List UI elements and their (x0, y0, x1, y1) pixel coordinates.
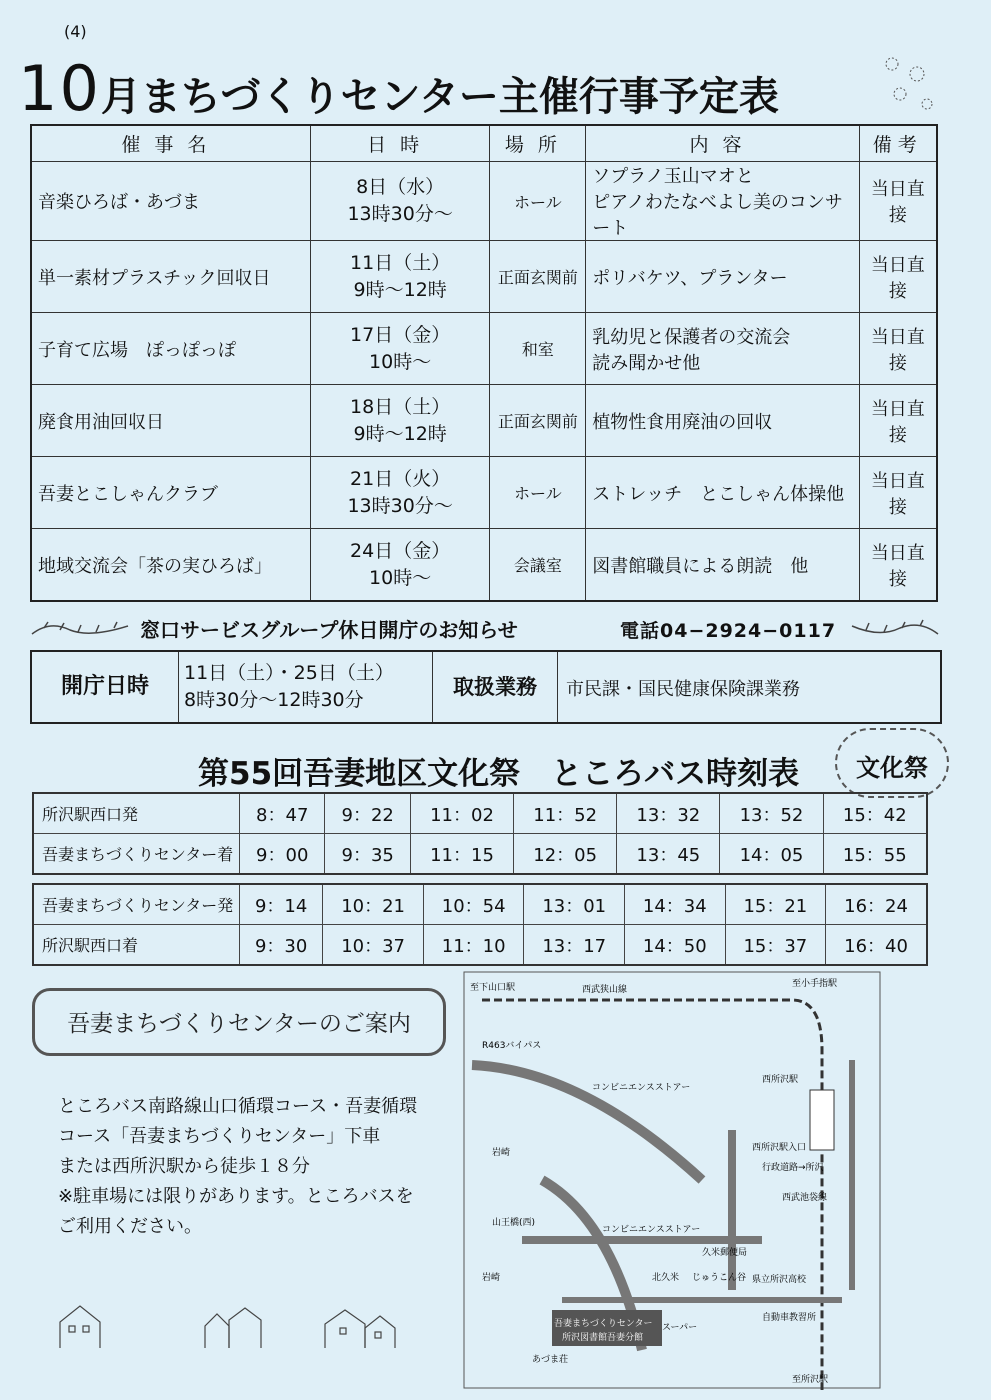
bus-stop: 所沢駅西口着 (33, 925, 240, 966)
service-heading (30, 612, 940, 642)
bus-title: 第55回吾妻地区文化祭 ところバス時刻表 (198, 756, 800, 792)
festival-badge (835, 728, 949, 798)
table-row (33, 884, 927, 925)
map-label: 山王橋(西) (492, 1218, 536, 1228)
bus-time: 16：24 (826, 884, 927, 925)
page-title (18, 52, 779, 125)
event-name: 子育て広場 ぽっぽっぽ (31, 313, 310, 385)
event-datetime (310, 162, 490, 241)
bus-time: 13：17 (524, 925, 625, 966)
event-date: 17日（金） (350, 323, 451, 346)
map-label: 所沢図書館吾妻分館 (562, 1333, 644, 1343)
event-date: 8日（水） (356, 176, 445, 198)
map-label: 北久米 (652, 1273, 680, 1283)
event-time: 10時〜 (369, 566, 432, 589)
event-content (586, 385, 859, 457)
content-line: ポリバケツ、プランター (592, 267, 788, 289)
map-label: 至小手指駅 (792, 979, 838, 989)
bus-time: 9：30 (240, 925, 323, 966)
map-label: 岩崎 (482, 1273, 501, 1283)
bus-time: 15：55 (823, 834, 927, 875)
event-name: 吾妻とこしゃんクラブ (31, 457, 310, 529)
bus-stop: 吾妻まちづくりセンター着 (33, 834, 240, 875)
event-time: 13時30分〜 (347, 203, 453, 225)
guide-line: ご利用ください。 (58, 1216, 202, 1237)
map-label: 岩崎 (492, 1148, 511, 1158)
bus-inbound-table (32, 883, 928, 966)
content-line: ピアノわたなべよし美のコンサート (592, 192, 843, 239)
bus-time: 9：35 (325, 834, 410, 875)
bus-outbound-table (32, 792, 928, 875)
bus-time: 9：14 (240, 884, 323, 925)
guide-line: ※駐車場には限りがあります。ところバスを (58, 1186, 414, 1207)
content-line: ストレッチ とこしゃん体操他 (592, 483, 845, 505)
festival-badge-text: 文化祭 (856, 754, 928, 782)
event-date: 21日（火） (350, 467, 451, 490)
station-box (810, 1090, 834, 1150)
content-line: 乳幼児と保護者の交流会 (592, 326, 791, 348)
event-time: 9時〜12時 (353, 422, 447, 445)
bus-time: 13：01 (524, 884, 625, 925)
map-label: 自動車教習所 (762, 1313, 817, 1323)
map-label: 久米郵便局 (702, 1248, 748, 1258)
event-datetime (310, 241, 490, 313)
header-event-name: 催事名 (31, 125, 310, 162)
map-label: じゅうこん谷 (692, 1273, 747, 1283)
map-label: 県立所沢高校 (752, 1275, 807, 1285)
open-label: 開庁日時 (32, 652, 179, 722)
event-content (586, 457, 859, 529)
content-line: 植物性食用廃油の回収 (592, 411, 773, 433)
event-place: 正面玄関前 (490, 385, 586, 457)
map-label: あづま荘 (532, 1355, 569, 1365)
guide-heading: 吾妻まちづくりセンターのご案内 (67, 1011, 411, 1037)
bus-time: 8：47 (240, 793, 325, 834)
open-dates (184, 660, 394, 714)
event-table-header (31, 125, 937, 162)
bus-time: 10：37 (323, 925, 424, 966)
table-row (31, 385, 937, 457)
guide-line: または西所沢駅から徒歩１８分 (58, 1156, 310, 1177)
event-datetime (310, 385, 490, 457)
event-table (30, 124, 938, 602)
bus-time: 15：42 (823, 793, 927, 834)
event-content (586, 162, 859, 241)
event-time: 10時〜 (369, 350, 432, 373)
map-label: スーパー (662, 1323, 698, 1333)
flower-decoration-icon (872, 44, 942, 124)
bus-time: 13：32 (617, 793, 720, 834)
event-date: 11日（土） (350, 251, 451, 274)
event-note: 当日直接 (859, 162, 937, 241)
bus-stop: 吾妻まちづくりセンター発 (33, 884, 240, 925)
open-hours-text: 8時30分〜12時30分 (184, 689, 364, 711)
table-row (33, 793, 927, 834)
event-time: 13時30分〜 (347, 494, 453, 517)
content-line: ソプラノ玉山マオと (592, 166, 754, 187)
event-time: 9時〜12時 (353, 278, 447, 301)
table-row (33, 834, 927, 875)
event-date: 18日（土） (350, 395, 451, 418)
event-place: 会議室 (490, 529, 586, 602)
table-row (31, 313, 937, 385)
service-box (30, 650, 942, 724)
leaf-decoration-icon (850, 616, 940, 640)
event-datetime (310, 529, 490, 602)
bus-time: 15：37 (725, 925, 826, 966)
map-label: 西所沢駅 (762, 1075, 799, 1085)
map-label: 至所沢駅 (792, 1375, 829, 1385)
guide-line: コース「吾妻まちづくりセンター」下車 (58, 1126, 381, 1147)
table-row (33, 925, 927, 966)
houses-illustration-icon (55, 1300, 415, 1350)
event-content (586, 529, 859, 602)
content-line: 図書館職員による朗読 他 (592, 555, 809, 577)
bus-time: 10：21 (323, 884, 424, 925)
bus-time: 9：22 (325, 793, 410, 834)
map-label: 行政道路→所沢 (762, 1163, 824, 1173)
event-content (586, 241, 859, 313)
bus-time: 14：05 (720, 834, 823, 875)
guide-line: ところバス南路線山口循環コース・吾妻循環 (58, 1096, 418, 1117)
map-label: コンビニエンスストアー (592, 1083, 691, 1093)
event-note: 当日直接 (859, 241, 937, 313)
table-row (31, 529, 937, 602)
event-name: 廃食用油回収日 (31, 385, 310, 457)
content-line: 読み聞かせ他 (592, 352, 701, 374)
map-label: 西武池袋線 (782, 1193, 828, 1203)
map-label: 吾妻まちづくりセンター (554, 1319, 653, 1329)
leaf-decoration-icon (30, 616, 130, 640)
header-place: 場所 (490, 125, 586, 162)
event-note: 当日直接 (859, 313, 937, 385)
bus-time: 11：15 (410, 834, 513, 875)
bus-time: 15：21 (725, 884, 826, 925)
event-note: 当日直接 (859, 385, 937, 457)
bus-time: 12：05 (514, 834, 617, 875)
header-datetime: 日時 (310, 125, 490, 162)
table-row (31, 162, 937, 241)
map-label: R463バイパス (482, 1041, 542, 1051)
event-datetime (310, 457, 490, 529)
map-label: 至下山口駅 (470, 983, 516, 993)
event-place: ホール (490, 457, 586, 529)
bus-time: 14：34 (625, 884, 726, 925)
work-description: 市民課・国民健康保険課業務 (566, 679, 800, 700)
table-row (31, 457, 937, 529)
event-content (586, 313, 859, 385)
event-place: 和室 (490, 313, 586, 385)
bus-time: 11：10 (423, 925, 524, 966)
map-label: コンビニエンスストアー (602, 1225, 701, 1235)
bus-time: 13：45 (617, 834, 720, 875)
event-name: 地域交流会「茶の実ひろば」 (31, 529, 310, 602)
event-date: 24日（金） (350, 539, 451, 562)
access-map (462, 970, 882, 1390)
bus-time: 11：02 (410, 793, 513, 834)
event-note: 当日直接 (859, 457, 937, 529)
bus-time: 9：00 (240, 834, 325, 875)
bus-time: 14：50 (625, 925, 726, 966)
bus-time: 11：52 (514, 793, 617, 834)
bus-time: 16：40 (826, 925, 927, 966)
event-name: 単一素材プラスチック回収日 (31, 241, 310, 313)
event-note: 当日直接 (859, 529, 937, 602)
event-place: ホール (490, 162, 586, 241)
bus-stop: 所沢駅西口発 (33, 793, 240, 834)
header-content: 内容 (586, 125, 859, 162)
title-month: 10 (18, 52, 101, 125)
event-datetime (310, 313, 490, 385)
event-place: 正面玄関前 (490, 241, 586, 313)
guide-heading-box (32, 988, 446, 1056)
service-title: 窓口サービスグループ休日開庁のお知らせ (140, 618, 518, 642)
work-label: 取扱業務 (432, 652, 558, 722)
service-phone: 電話04−2924−0117 (620, 620, 837, 642)
title-text: 月まちづくりセンター主催行事予定表 (100, 74, 779, 120)
map-label: 西所沢駅入口 (752, 1143, 807, 1153)
map-label: 西武狭山線 (582, 985, 628, 995)
page-number: (4) (64, 22, 87, 41)
open-date-text: 11日（土）・25日（土） (184, 662, 394, 684)
header-note: 備考 (859, 125, 937, 162)
bus-time: 13：52 (720, 793, 823, 834)
event-name: 音楽ひろば・あづま (31, 162, 310, 241)
guide-text (58, 1092, 417, 1242)
bus-time: 10：54 (423, 884, 524, 925)
table-row (31, 241, 937, 313)
